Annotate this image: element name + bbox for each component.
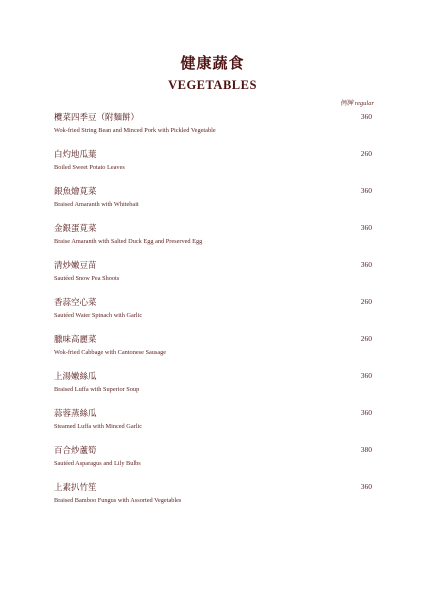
item-name-chinese: 金銀蛋莧菜 — [54, 224, 97, 234]
page-title-chinese: 健康蔬食 — [180, 54, 245, 72]
menu-item — [54, 370, 374, 407]
page-title-english: VEGETABLES — [168, 78, 257, 92]
item-name-english: Wok-fried Cabbage with Cantonese Sausage — [54, 349, 167, 356]
item-name-english: Sautéed Asparagus and Lily Bulbs — [54, 460, 141, 467]
item-price: 380 — [360, 445, 372, 454]
item-name-chinese: 上素扒竹笙 — [54, 483, 97, 493]
item-name-chinese: 欖菜四季豆（附麵餅） — [54, 113, 140, 123]
item-price: 360 — [360, 112, 372, 121]
menu-item — [54, 444, 374, 481]
menu-item — [54, 111, 374, 148]
item-name-english: Braised Amaranth with Whitebait — [54, 201, 139, 208]
menu-item — [54, 222, 374, 259]
item-name-english: Steamed Luffa with Minced Garlic — [54, 423, 143, 430]
item-name-english: Braise Amaranth with Salted Duck Egg and Preserved Egg — [54, 238, 203, 245]
item-price: 260 — [360, 297, 372, 306]
item-name-english: Braised Bamboo Fungus with Assorted Vegetables — [54, 497, 182, 504]
item-price: 360 — [360, 260, 372, 269]
item-price: 360 — [360, 482, 372, 491]
item-price: 360 — [360, 371, 372, 380]
menu-item — [54, 296, 374, 333]
item-price: 360 — [360, 186, 372, 195]
item-price: 360 — [360, 408, 372, 417]
item-name-chinese: 蒜蓉蒸絲瓜 — [54, 409, 97, 419]
item-name-english: Sautéed Water Spinach with Garlic — [54, 312, 143, 319]
item-name-chinese: 銀魚燴莧菜 — [54, 187, 97, 197]
item-price: 260 — [360, 149, 372, 158]
item-name-chinese: 臘味高麗菜 — [54, 335, 97, 345]
menu-item — [54, 407, 374, 444]
item-name-chinese: 香蒜空心菜 — [54, 298, 97, 308]
item-name-chinese: 白灼地瓜葉 — [54, 150, 97, 160]
item-name-chinese: 百合炒蘆筍 — [54, 446, 97, 456]
item-price: 360 — [360, 223, 372, 232]
item-name-chinese: 上湯嫩絲瓜 — [54, 372, 97, 382]
item-name-english: Sautéed Snow Pea Shoots — [54, 275, 120, 282]
item-name-english: Wok-fried String Bean and Minced Pork with Pickled Vegetable — [54, 127, 216, 134]
item-name-chinese: 清炒嫩豆苗 — [54, 261, 97, 271]
menu-item — [54, 185, 374, 222]
item-name-english: Braised Luffa with Superior Soup — [54, 386, 140, 393]
price-column-header: 例牌 regular — [340, 100, 374, 107]
menu-item-list — [54, 111, 374, 518]
menu-item — [54, 259, 374, 296]
item-name-english: Boiled Sweet Potato Leaves — [54, 164, 125, 171]
item-price: 260 — [360, 334, 372, 343]
menu-item — [54, 148, 374, 185]
menu-item — [54, 481, 374, 518]
menu-item — [54, 333, 374, 370]
